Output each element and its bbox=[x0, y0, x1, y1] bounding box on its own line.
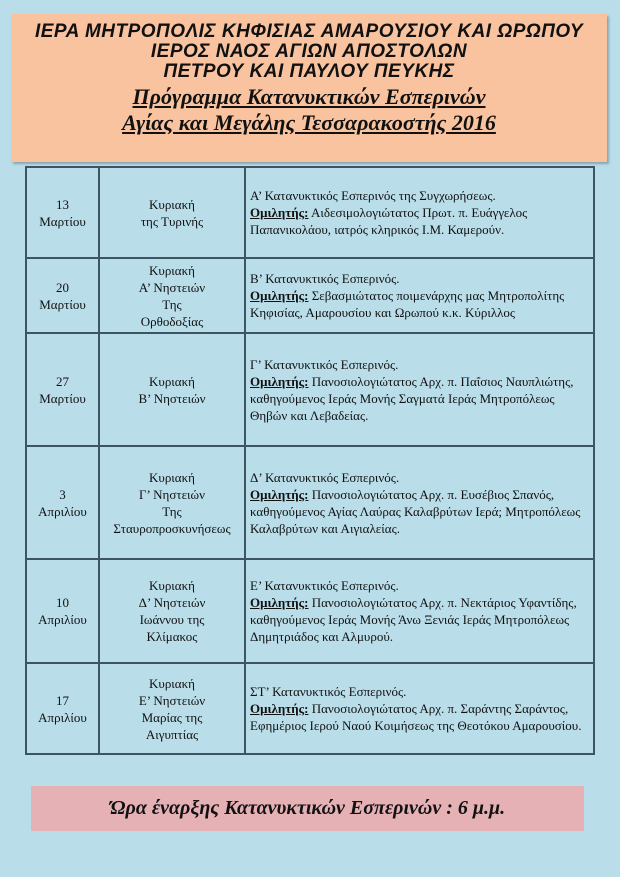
sunday-line: Μαρίας της bbox=[141, 709, 203, 725]
sunday-line: Σταυροπροσκυνήσεως bbox=[113, 520, 231, 536]
description-cell bbox=[245, 167, 594, 258]
speaker-name: Πανοσιολογιώτατος Αρχ. π. Σαράντης Σαράντος, Εφημέριος Ιερού Ναού Κοιμήσεως της Θεοτόκου Αμαρουσίου. bbox=[250, 701, 582, 733]
sunday-line: Δ’ Νηστειών bbox=[138, 595, 206, 610]
sunday-cell bbox=[99, 333, 245, 446]
speaker-label: Ομιλητής: bbox=[250, 205, 309, 220]
date-cell bbox=[26, 258, 99, 333]
speaker-text bbox=[250, 204, 590, 238]
speaker-name: Πανοσιολογιώτατος Αρχ. π. Παΐσιος Ναυπλιώτης, καθηγούμενος Ιεράς Μονής Σαγματά Ιεράς Μητροπόλεως Θηβών και Λεβαδείας. bbox=[250, 373, 574, 423]
speaker-name: Πανοσιολογιώτατος Αρχ. π. Νεκτάριος Υφαντίδης, καθηγούμενος Ιεράς Μονής Άνω Ξενιάς Ιεράς Μητροπόλεως Δημητριάδος και Αλμυρού. bbox=[250, 595, 577, 644]
sunday-line: Αιγυπτίας bbox=[145, 726, 199, 742]
speaker-text bbox=[250, 700, 590, 734]
metropolis-name: ΙΕΡΑ ΜΗΤΡΟΠΟΛΙΣ ΚΗΦΙΣΙΑΣ ΑΜΑΡΟΥΣΙΟΥ ΚΑΙ ΩΡΩΠΟΥ bbox=[34, 21, 584, 42]
date-cell bbox=[26, 663, 99, 754]
speaker-name: Πανοσιολογιώτατος Αρχ. π. Ευσέβιος Σπανός, καθηγούμενος Αγίας Λαύρας Καλαβρύτων Ιερά; Μητροπόλεως Καλαβρύτων και Αιγιαλείας. bbox=[250, 486, 581, 536]
speaker-text bbox=[250, 373, 590, 424]
speaker-name: Αιδεσιμολογιώτατος Πρωτ. π. Ευάγγελος Παπανικολάου, ιατρός κληρικός Ι.Μ. Καμερούν. bbox=[250, 205, 528, 237]
vespers-title: ΣΤ’ Κατανυκτικός Εσπερινός. bbox=[250, 684, 407, 699]
sunday-line: Κυριακή bbox=[149, 262, 195, 278]
date-day: 13 bbox=[56, 196, 69, 212]
sunday-line: Κυριακή bbox=[149, 196, 195, 212]
vespers-title: Γ’ Κατανυκτικός Εσπερινός. bbox=[250, 356, 399, 372]
sunday-line: Ορθοδοξίας bbox=[140, 313, 204, 329]
date-month: Απριλίου bbox=[38, 612, 87, 627]
speaker-name: Σεβασμιώτατος ποιμενάρχης μας Μητροπολίτης Κηφισίας, Αμαρουσίου και Ωρωπού κ.κ. Κύριλλος bbox=[250, 288, 565, 320]
date-cell bbox=[26, 333, 99, 446]
date-month: Μαρτίου bbox=[39, 213, 86, 229]
sunday-line: Της bbox=[162, 503, 182, 519]
description-cell bbox=[245, 559, 594, 663]
description-cell bbox=[245, 258, 594, 333]
sunday-cell bbox=[99, 167, 245, 258]
description-cell bbox=[245, 446, 594, 559]
description-cell bbox=[245, 663, 594, 754]
date-month: Μαρτίου bbox=[39, 296, 86, 312]
date-cell bbox=[26, 167, 99, 258]
sunday-line: Κυριακή bbox=[149, 373, 195, 389]
vespers-schedule-table bbox=[25, 166, 595, 755]
start-time-text: Ώρα έναρξης Κατανυκτικών Εσπερινών : 6 μ.μ. bbox=[109, 797, 506, 819]
start-time-banner bbox=[31, 786, 584, 831]
date-day: 10 bbox=[56, 595, 69, 610]
sunday-line: Κυριακή bbox=[149, 578, 195, 593]
description-cell bbox=[245, 333, 594, 446]
date-month: Απριλίου bbox=[38, 503, 87, 519]
sunday-line: Β’ Νηστειών bbox=[138, 390, 206, 406]
speaker-label: Ομιλητής: bbox=[250, 486, 309, 502]
date-month: Μαρτίου bbox=[39, 390, 86, 406]
vespers-title: Δ’ Κατανυκτικός Εσπερινός. bbox=[250, 469, 400, 485]
church-name: ΙΕΡΟΣ ΝΑΟΣ ΑΓΙΩΝ ΑΠΟΣΤΟΛΩΝ bbox=[150, 41, 468, 62]
sunday-line: Γ’ Νηστειών bbox=[139, 486, 205, 502]
date-cell bbox=[26, 559, 99, 663]
sunday-line: Ιωάννου της bbox=[139, 612, 205, 627]
date-cell bbox=[26, 446, 99, 559]
sunday-line: Κυριακή bbox=[149, 675, 195, 691]
header-banner bbox=[11, 14, 607, 162]
table-row bbox=[26, 167, 594, 258]
vespers-title: Α’ Κατανυκτικός Εσπερινός της Συγχωρήσεως. bbox=[250, 188, 496, 203]
sunday-cell bbox=[99, 663, 245, 754]
speaker-label: Ομιλητής: bbox=[250, 595, 309, 610]
table-row bbox=[26, 663, 594, 754]
sunday-line: της Τυρινής bbox=[140, 213, 204, 229]
speaker-text bbox=[250, 486, 590, 537]
speaker-label: Ομιλητής: bbox=[250, 373, 309, 389]
sunday-line: Α’ Νηστειών bbox=[138, 279, 206, 295]
church-name-continued: ΠΕΤΡΟΥ ΚΑΙ ΠΑΥΛΟΥ ΠΕΥΚΗΣ bbox=[163, 61, 455, 82]
sunday-cell bbox=[99, 559, 245, 663]
date-day: 20 bbox=[56, 279, 69, 295]
table-row bbox=[26, 446, 594, 559]
speaker-label: Ομιλητής: bbox=[250, 288, 309, 303]
date-month: Απριλίου bbox=[38, 709, 87, 725]
sunday-line: Κυριακή bbox=[149, 469, 195, 485]
vespers-title: Ε’ Κατανυκτικός Εσπερινός. bbox=[250, 578, 399, 593]
date-day: 17 bbox=[56, 692, 69, 708]
speaker-text bbox=[250, 594, 590, 645]
sunday-line: Κλίμακος bbox=[146, 629, 198, 644]
date-day: 3 bbox=[59, 486, 66, 502]
sunday-cell bbox=[99, 446, 245, 559]
vespers-title: Β’ Κατανυκτικός Εσπερινός. bbox=[250, 271, 400, 286]
table-row bbox=[26, 333, 594, 446]
program-subtitle: Αγίας και Μεγάλης Τεσσαρακοστής 2016 bbox=[122, 110, 496, 135]
speaker-text bbox=[250, 287, 590, 321]
sunday-line: Της bbox=[162, 296, 182, 312]
sunday-cell bbox=[99, 258, 245, 333]
sunday-line: Ε’ Νηστειών bbox=[138, 692, 206, 708]
date-day: 27 bbox=[56, 373, 69, 389]
table-row bbox=[26, 559, 594, 663]
table-row bbox=[26, 258, 594, 333]
program-title: Πρόγραμμα Κατανυκτικών Εσπερινών bbox=[132, 84, 486, 109]
speaker-label: Ομιλητής: bbox=[250, 701, 309, 716]
